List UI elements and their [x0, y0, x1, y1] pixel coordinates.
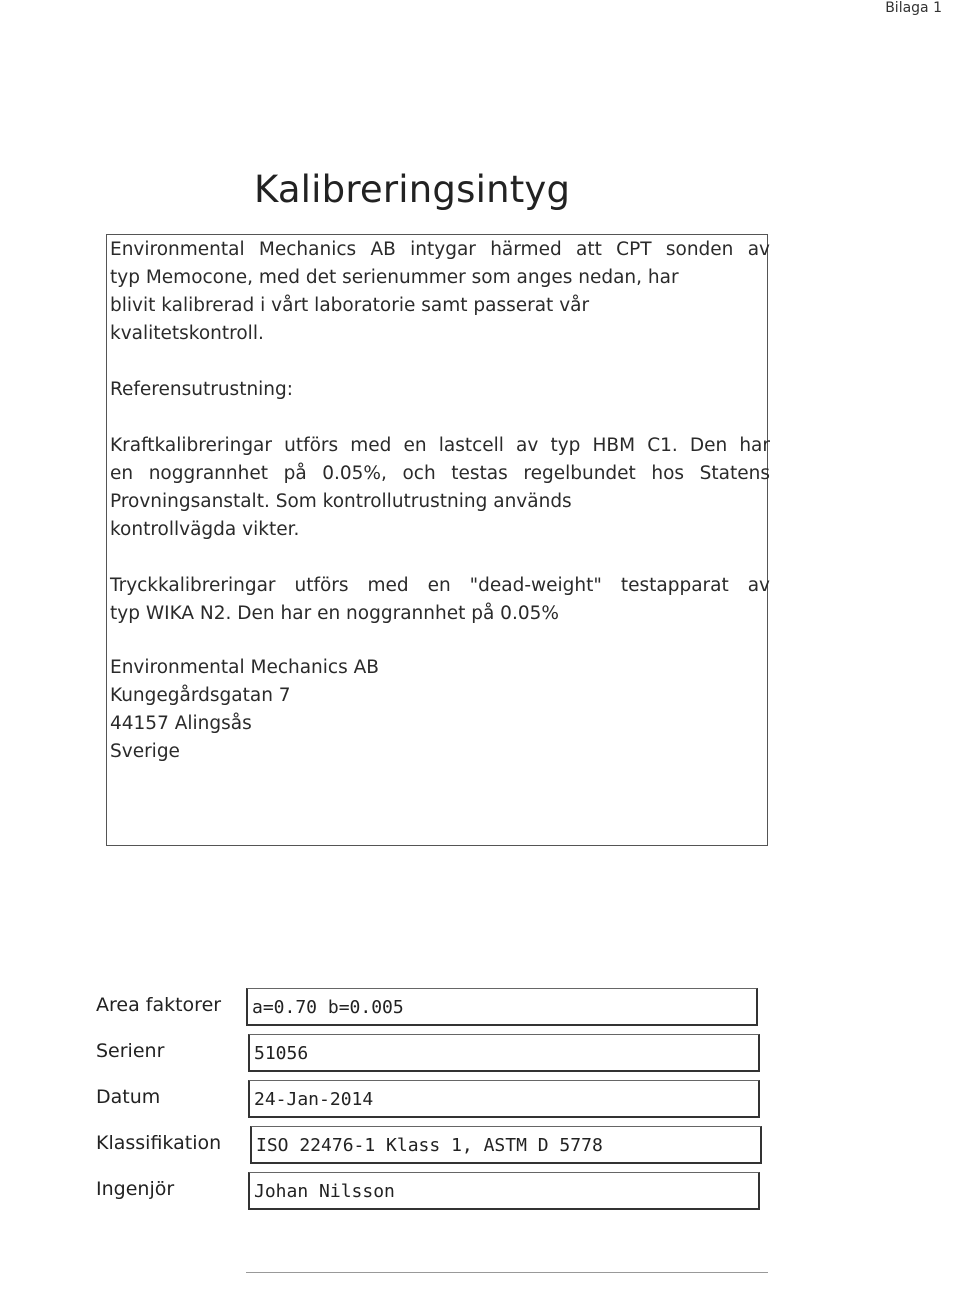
force-calibration-paragraph	[110, 432, 770, 544]
pressure-line: Tryckkalibreringar utförs med en "dead-weight" testapparat av	[110, 575, 770, 596]
field-row-datum	[96, 1080, 776, 1126]
field-label: Datum	[96, 1086, 161, 1108]
field-row-ingenjor	[96, 1172, 776, 1218]
field-row-area-faktorer	[96, 988, 776, 1034]
field-label: Serienr	[96, 1040, 165, 1062]
certificate-fields	[96, 988, 776, 1218]
address-country: Sverige	[110, 741, 180, 762]
intro-line: blivit kalibrerad i vårt laboratorie samt passerat vår	[110, 295, 590, 316]
pressure-line: typ WIKA N2. Den har en noggrannhet på 0.05%	[110, 603, 559, 624]
field-value: 51056	[254, 1043, 309, 1064]
intro-line: kvalitetskontroll.	[110, 323, 264, 344]
address-postal: 44157 Alingsås	[110, 713, 252, 734]
field-value: a=0.70 b=0.005	[252, 997, 404, 1018]
page-number-label: Bilaga 1	[885, 0, 942, 16]
force-line: Provningsanstalt. Som kontrollutrustning används	[110, 491, 572, 512]
company-address	[110, 654, 770, 766]
field-value: 24-Jan-2014	[254, 1089, 374, 1110]
field-label: Klassifikation	[96, 1132, 222, 1154]
signature-line	[246, 1272, 768, 1273]
document-title: Kalibreringsintyg	[254, 168, 571, 211]
datum-field[interactable]	[248, 1080, 760, 1118]
intro-line: Environmental Mechanics AB intygar härmed att CPT sonden av	[110, 239, 770, 260]
address-street: Kungegårdsgatan 7	[110, 685, 291, 706]
intro-line: typ Memocone, med det serienummer som anges nedan, har	[110, 267, 679, 288]
field-value: Johan Nilsson	[254, 1181, 395, 1202]
force-line: Kraftkalibreringar utförs med en lastcell av typ HBM C1. Den har	[110, 435, 770, 456]
force-line: en noggrannhet på 0.05%, och testas regelbundet hos Statens	[110, 463, 770, 484]
pressure-calibration-paragraph	[110, 572, 770, 628]
ingenjor-field[interactable]	[248, 1172, 760, 1210]
reference-heading: Referensutrustning:	[110, 379, 294, 400]
field-label: Ingenjör	[96, 1178, 175, 1200]
serienr-field[interactable]	[248, 1034, 760, 1072]
klassifikation-field[interactable]	[250, 1126, 762, 1164]
force-line: kontrollvägda vikter.	[110, 519, 300, 540]
field-row-serienr	[96, 1034, 776, 1080]
intro-paragraph	[110, 236, 770, 348]
area-faktorer-field[interactable]	[246, 988, 758, 1026]
address-company: Environmental Mechanics AB	[110, 657, 379, 678]
field-label: Area faktorer	[96, 994, 222, 1016]
field-row-klassifikation	[96, 1126, 776, 1172]
field-value: ISO 22476-1 Klass 1, ASTM D 5778	[256, 1135, 603, 1156]
